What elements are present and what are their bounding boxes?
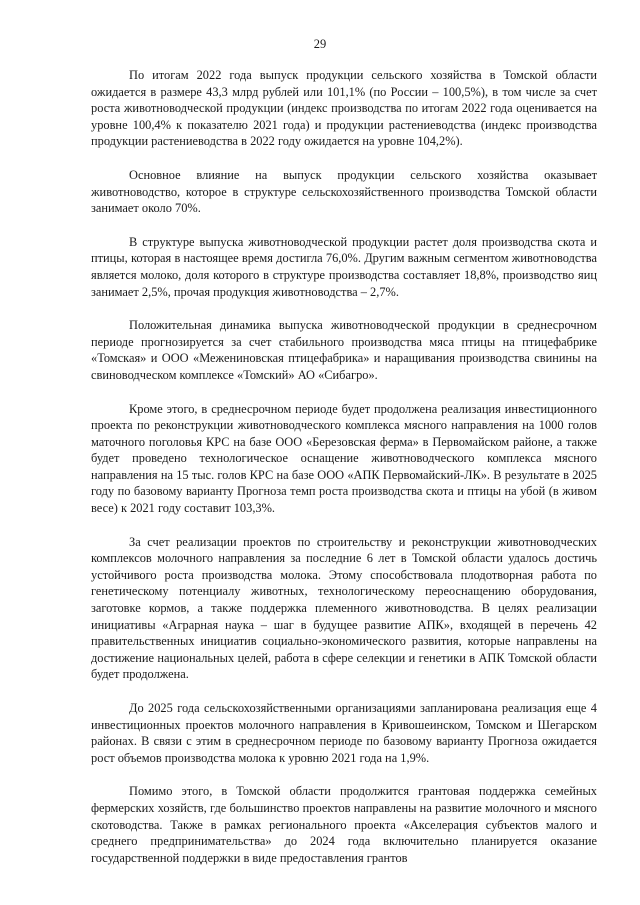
paragraph-3: В структуре выпуска животноводческой продукции растет доля производства скота и птицы, которая в настоящее время достигла 76,0%. Другим важным сегментом животноводства является молоко, доля которого в структуре производства составляет 18,8%, производство яиц занимает 2,5%, прочая продукция животноводства – 2,7%. — [91, 234, 597, 299]
paragraph-1: По итогам 2022 года выпуск продукции сельского хозяйства в Томской области ожидается в размере 43,3 млрд рублей или 101,1% (по России – 100,5%), в том числе за счет роста животноводческой продукции (индекс производства по итогам 2022 года оценивается на уровне 100,4% к показателю 2021 года) и продукции растениеводства (индекс производства продукции растениеводства в 2022 году ожидается на уровне 104,2%). — [91, 68, 597, 149]
paragraph-8: Помимо этого, в Томской области продолжится грантовая поддержка семейных фермерских хозяйств, где большинство проектов направлены на развитие молочного и мясного скотоводства. Также в рамках регионального проекта «Акселерация субъектов малого и среднего предпринимательства» до 2024 года включительно планируется оказание государственной поддержки в виде предоставления грантов — [91, 784, 597, 865]
paragraph-5: Кроме этого, в среднесрочном периоде будет продолжена реализация инвестиционного проекта по реконструкции животноводческого комплекса мясного направления на 1000 голов маточного поголовья КРС на базе ООО «Березовская ферма» в Первомайском районе, а также будет проведено технологическое оснащение животноводческого комплекса мясного направления на 15 тыс. голов КРС на базе ООО «АПК Первомайский-ЛК». В результате в 2025 году по базовому варианту Прогноза темп роста производства скота и птицы на убой (в живом весе) к 2021 году составит 103,3%. — [91, 401, 597, 516]
paragraph-7: До 2025 года сельскохозяйственными организациями запланирована реализация еще 4 инвестиционных проектов молочного направления в Кривошеинском, Томском и Шегарском районах. В связи с этим в среднесрочном периоде по базовому варианту Прогноза ожидается рост объемов производства молока к уровню 2021 года на 1,9%. — [91, 701, 597, 765]
paragraph-2: Основное влияние на выпуск продукции сельского хозяйства оказывает животноводство, которое в структуре сельскохозяйственного производства Томской области занимает около 70%. — [91, 167, 597, 216]
document-body — [91, 67, 597, 866]
page-number: 29 — [313, 37, 327, 51]
paragraph-4: Положительная динамика выпуска животноводческой продукции в среднесрочном периоде прогнозируется за счет стабильного производства мяса птицы на птицефабрике «Томская» и ООО «Межениновская птицефабрика» и наращивания производства свинины на свиноводческом комплексе «Томский» АО «Сибагро». — [91, 318, 597, 382]
paragraph-6: За счет реализации проектов по строительству и реконструкции животноводческих комплексов молочного направления за последние 6 лет в Томской области удалось достичь устойчивого роста производства молока. Этому способствовала плодотворная работа по генетическому потенциалу животных, технологическому переоснащению оборудования, заготовке кормов, а также поддержка племенного животноводства. В целях реализации инициативы «Аграрная наука – шаг в будущее развитие АПК», входящей в перечень 42 правительственных инициатив социально-экономического развития, которые направлены на достижение национальных целей, работа в сфере селекции и генетики в АПК Томской области будет продолжена. — [91, 534, 597, 682]
